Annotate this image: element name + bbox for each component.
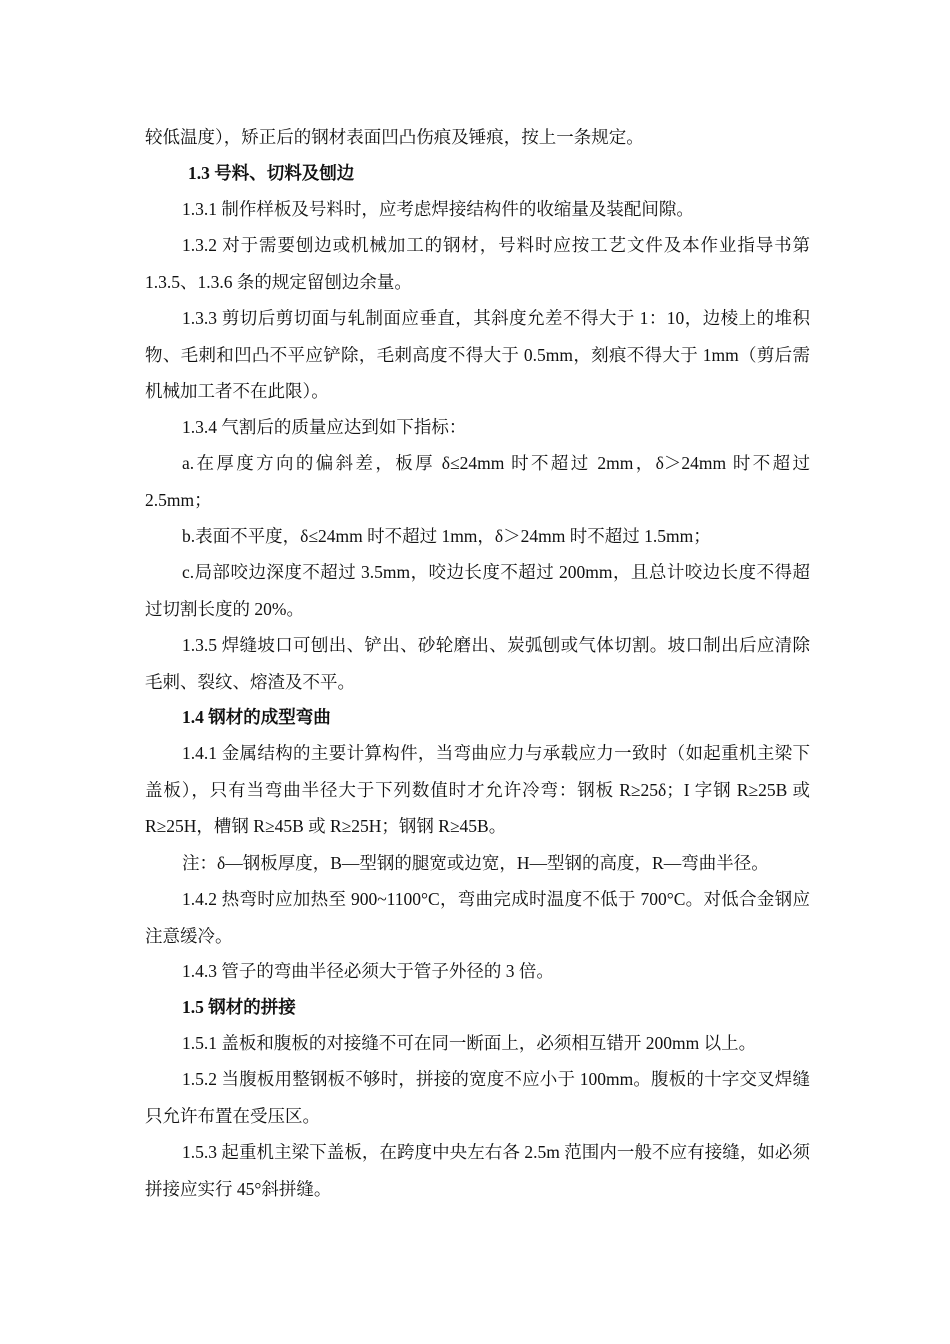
body-paragraph: 1.3.5 焊缝坡口可刨出、铲出、砂轮磨出、炭弧刨或气体切割。坡口制出后应清除毛刺、裂纹、熔渣及不平。: [145, 635, 810, 692]
body-paragraph: 1.4.3 管子的弯曲半径必须大于管子外径的 3 倍。: [182, 961, 554, 981]
body-paragraph: 1.3.3 剪切后剪切面与轧制面应垂直，其斜度允差不得大于 1：10，边棱上的堆积物、毛刺和凹凸不平应铲除，毛刺高度不得大于 0.5mm，刻痕不得大于 1mm（剪后需机械加工者不在此限）。: [145, 308, 810, 401]
list-item: a.在厚度方向的偏斜差，板厚 δ≤24mm 时不超过 2mm，δ＞24mm 时不超过 2.5mm；: [145, 453, 810, 510]
body-paragraph: 1.5.2 当腹板用整钢板不够时，拼接的宽度不应小于 100mm。腹板的十字交叉焊缝只允许布置在受压区。: [145, 1069, 810, 1126]
list-item: b.表面不平度，δ≤24mm 时不超过 1mm，δ＞24mm 时不超过 1.5mm；: [182, 526, 711, 546]
body-paragraph: 1.4.1 金属结构的主要计算构件，当弯曲应力与承载应力一致时（如起重机主梁下盖板），只有当弯曲半径大于下列数值时才允许冷弯：钢板 R≥25δ；I 字钢 R≥25B 或 R≥25H，槽钢 R≥45B 或 R≥25H；钢钢 R≥45B。: [145, 743, 810, 836]
body-paragraph: 较低温度），矫正后的钢材表面凹凸伤痕及锤痕，按上一条规定。: [145, 127, 644, 147]
section-heading: 1.3 号料、切料及刨边: [188, 163, 355, 183]
body-paragraph: 1.3.2 对于需要刨边或机械加工的钢材，号料时应按工艺文件及本作业指导书第 1.3.5、1.3.6 条的规定留刨边余量。: [145, 235, 810, 292]
section-heading: 1.4 钢材的成型弯曲: [182, 707, 331, 727]
body-paragraph: 1.3.4 气割后的质量应达到如下指标：: [182, 417, 467, 437]
body-paragraph: 1.3.1 制作样板及号料时，应考虑焊接结构件的收缩量及装配间隙。: [182, 199, 694, 219]
body-paragraph: 1.4.2 热弯时应加热至 900~1100°C，弯曲完成时温度不低于 700°C。对低合金钢应注意缓冷。: [145, 889, 810, 946]
body-paragraph: 1.5.3 起重机主梁下盖板，在跨度中央左右各 2.5m 范围内一般不应有接缝，如必须拼接应实行 45°斜拼缝。: [145, 1142, 810, 1199]
body-paragraph: 1.5.1 盖板和腹板的对接缝不可在同一断面上，必须相互错开 200mm 以上。: [182, 1033, 757, 1053]
list-item: c.局部咬边深度不超过 3.5mm，咬边长度不超过 200mm，且总计咬边长度不得超过切割长度的 20%。: [145, 562, 810, 619]
note-paragraph: 注：δ—钢板厚度，B—型钢的腿宽或边宽，H—型钢的高度，R—弯曲半径。: [182, 853, 769, 873]
section-heading: 1.5 钢材的拼接: [182, 997, 296, 1017]
